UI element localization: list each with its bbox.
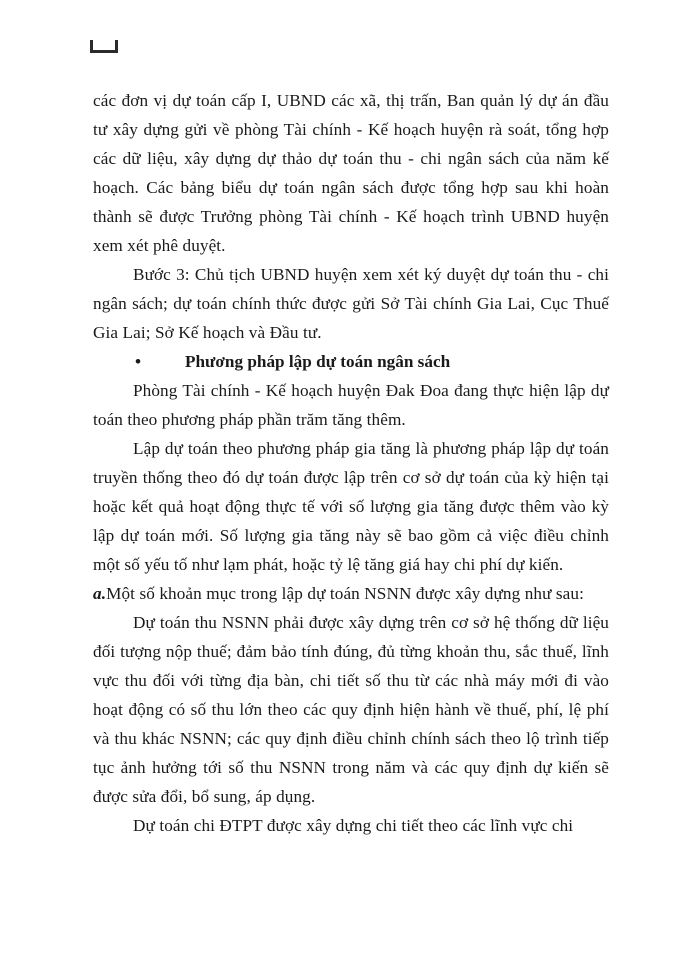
paragraph-continued: các đơn vị dự toán cấp I, UBND các xã, thị trấn, Ban quản lý dự án đầu tư xây dựng gửi về phòng Tài chính - Kế hoạch huyện rà soát, tổng hợp các dữ liệu, xây dựng dự thảo dự toán thu - chi ngân sách của năm kế hoạch. Các bảng biểu dự toán ngân sách được tổng hợp sau khi hoàn thành sẽ được Trưởng phòng Tài chính - Kế hoạch trình UBND huyện xem xét phê duyệt. [93, 91, 609, 255]
corner-bracket-mark [90, 40, 118, 53]
paragraph-du-toan-chi: Dự toán chi ĐTPT được xây dựng chi tiết theo các lĩnh vực chi [133, 816, 574, 835]
paragraph-du-toan-thu: Dự toán thu NSNN phải được xây dựng trên cơ sở hệ thống dữ liệu đối tượng nộp thuế; đảm bảo tính đúng, đủ từng khoản thu, sắc thuế, lĩnh vực thu đối với từng địa bàn, chi tiết số thu từ các nhà máy mới đi vào hoạt động có số thu lớn theo các quy định hiện hành về thuế, phí, lệ phí và thu khác NSNN; các quy định điều chỉnh chính sách theo lộ trình tiếp tục ảnh hưởng tới số thu NSNN trong năm và các quy định dự kiến sẽ được sửa đổi, bổ sung, áp dụng. [93, 613, 609, 806]
bullet-heading [93, 347, 609, 376]
document-body [93, 86, 609, 840]
list-marker-a: a. [93, 584, 107, 603]
paragraph-lap-du-toan: Lập dự toán theo phương pháp gia tăng là phương pháp lập dự toán truyền thống theo đó dự toán được lập trên cơ sở dự toán của kỳ hiện tại hoặc kết quả hoạt động thực tế với số lượng gia tăng được thêm vào kỳ lập dự toán mới. Số lượng gia tăng này sẽ bao gồm cả việc điều chỉnh một số yếu tố như lạm phát, hoặc tỷ lệ tăng giá hay chi phí dự kiến. [93, 439, 609, 574]
paragraph-buoc-3: Bước 3: Chủ tịch UBND huyện xem xét ký duyệt dự toán thu - chi ngân sách; dự toán chính thức được gửi Sở Tài chính Gia Lai, Cục Thuế Gia Lai; Sở Kế hoạch và Đầu tư. [93, 265, 609, 342]
paragraph-item-a [93, 579, 609, 608]
paragraph-item-a-text: Một số khoản mục trong lập dự toán NSNN được xây dựng như sau: [106, 584, 584, 603]
paragraph-phong-tai-chinh: Phòng Tài chính - Kế hoạch huyện Đak Đoa đang thực hiện lập dự toán theo phương pháp phần trăm tăng thêm. [93, 381, 609, 429]
bullet-heading-label: Phương pháp lập dự toán ngân sách [185, 352, 451, 371]
bullet-icon: • [135, 352, 142, 371]
